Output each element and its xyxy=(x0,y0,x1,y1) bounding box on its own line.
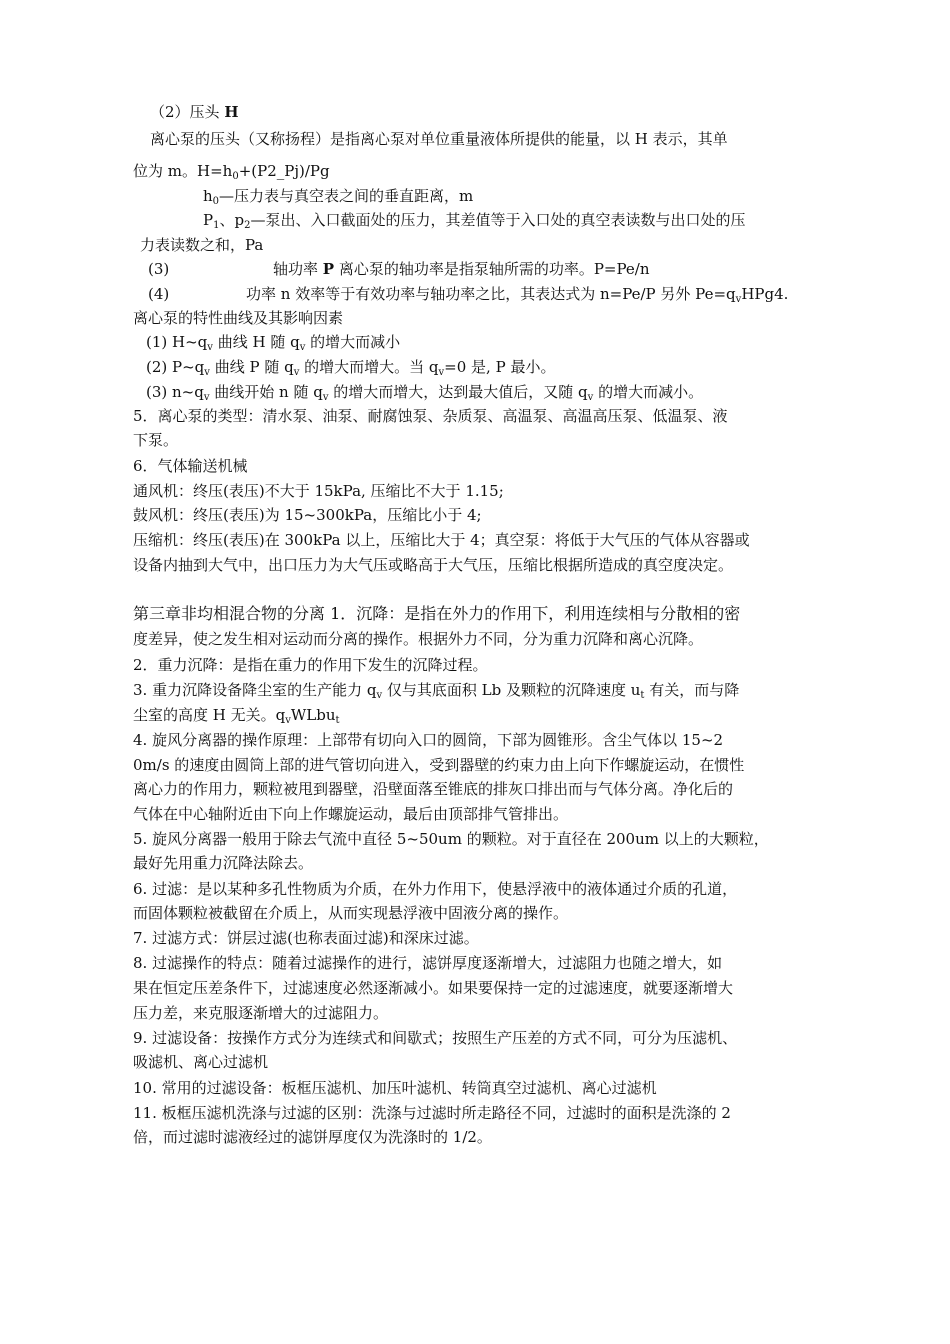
paragraph-line: 10. 常用的过滤设备：板框压滤机、加压叶滤机、转筒真空过滤机、离心过滤机 xyxy=(133,1079,657,1097)
paragraph-line: 8. 过滤操作的特点：随着过滤操作的进行，滤饼厚度逐渐增大，过滤阻力也随之增大，如 xyxy=(133,954,723,972)
paragraph-line: 倍，而过滤时滤液经过的滤饼厚度仅为洗涤时的 1/2。 xyxy=(133,1128,492,1146)
paragraph-line: 果在恒定压差条件下，过滤速度必然逐渐减小。如果要保持一定的过滤速度，就要逐渐增大 xyxy=(133,979,734,997)
paragraph-line: 下泵。 xyxy=(133,431,179,449)
shaft-power-line: 轴功率 P 离心泵的轴功率是指泵轴所需的功率。P=Pe/n xyxy=(273,260,650,278)
paragraph-line: 离心泵的特性曲线及其影响因素 xyxy=(133,309,344,327)
section-heading: 6．气体输送机械 xyxy=(133,457,248,475)
chapter-heading-line: 第三章非均相混合物的分离 1．沉降：是指在外力的作用下，利用连续相与分散相的密 xyxy=(133,604,741,623)
list-item: (3) $n\sim q_v$ 曲线开始 n 随 $q_v$ 的增大而增大，达到最大值后，又随 $q_v$ 的增大而减小。 xyxy=(146,383,704,403)
list-number: (3) xyxy=(148,260,170,278)
paragraph-line: 而固体颗粒被截留在介质上，从而实现悬浮液中固液分离的操作。 xyxy=(133,904,569,922)
definition-line: $P_1$、$p_2—$泵出、入口截面处的压力，其差值等于入口处的真空表读数与出口处的压 xyxy=(203,211,746,231)
paragraph-line: 7. 过滤方式：饼层过滤(也称表面过滤)和深床过滤。 xyxy=(133,929,479,947)
paragraph-line: 气体在中心轴附近由下向上作螺旋运动，最后由顶部排气管排出。 xyxy=(133,805,569,823)
paragraph-line: 3. 重力沉降设备降尘室的生产能力 $q_v$ 仅与其底面积 Lb 及颗粒的沉降速度 $u_t$ 有关，而与降 xyxy=(133,681,740,701)
definition-line: 力表读数之和，Pa xyxy=(140,236,264,254)
paragraph-line: 鼓风机：终压(表压)为 15~300kPa，压缩比小于 4; xyxy=(133,506,482,524)
efficiency-line: 功率 n 效率等于有效功率与轴功率之比，其表达式为 n=Pe/P 另外 $Pe=q_vHPg4$. xyxy=(246,285,789,305)
paragraph-line: 2．重力沉降：是指在重力的作用下发生的沉降过程。 xyxy=(133,656,488,674)
formula-line: 位为 m。$H=h_0+(P2\_Pj)/Pg$ xyxy=(133,162,330,182)
list-number: (4) xyxy=(148,285,170,303)
paragraph-line: 离心泵的压头（又称扬程）是指离心泵对单位重量液体所提供的能量，以 H 表示，其单 xyxy=(150,130,728,148)
paragraph-line: 9. 过滤设备：按操作方式分为连续式和间歇式；按照生产压差的方式不同，可分为压滤机、 xyxy=(133,1029,738,1047)
paragraph-line: 4. 旋风分离器的操作原理：上部带有切向入口的圆筒，下部为圆锥形。含尘气体以 15~2 xyxy=(133,731,724,749)
definition-line: $h_0—$压力表与真空表之间的垂直距离，m xyxy=(203,187,474,207)
paragraph-line: 6. 过滤：是以某种多孔性物质为介质，在外力作用下，使悬浮液中的液体通过介质的孔道， xyxy=(133,880,738,898)
paragraph-line: 度差异，使之发生相对运动而分离的操作。根据外力不同，分为重力沉降和离心沉降。 xyxy=(133,630,704,648)
section-heading-head: （2）压头 H xyxy=(150,103,239,121)
paragraph-line: 11. 板框压滤机洗涤与过滤的区别：洗涤与过滤时所走路径不同，过滤时的面积是洗涤的 2 xyxy=(133,1104,731,1122)
list-item: (2) $P\sim q_v$ 曲线 P 随 $q_v$ 的增大而增大。当 $q_v=0$ 是, P 最小。 xyxy=(146,358,556,378)
paragraph-line: 通风机：终压(表压)不大于 15kPa, 压缩比不大于 1.15; xyxy=(133,482,504,500)
paragraph-line: 0m/s 的速度由圆筒上部的进气管切向进入，受到器壁的约束力由上向下作螺旋运动，在惯性 xyxy=(133,756,745,774)
paragraph-line: 最好先用重力沉降法除去。 xyxy=(133,854,314,872)
paragraph-line: 吸滤机、离心过滤机 xyxy=(133,1053,269,1071)
paragraph-line: 设备内抽到大气中，出口压力为大气压或略高于大气压，压缩比根据所造成的真空度决定。 xyxy=(133,556,734,574)
list-item: (1) $H\sim q_v$ 曲线 H 随 $q_v$ 的增大而减小 xyxy=(146,333,401,353)
paragraph-line: 压力差，来克服逐渐增大的过滤阻力。 xyxy=(133,1004,389,1022)
paragraph-line: 5．离心泵的类型：清水泵、油泵、耐腐蚀泵、杂质泵、高温泵、高温高压泵、低温泵、液 xyxy=(133,407,728,425)
paragraph-line: 离心力的作用力，颗粒被甩到器壁，沿壁面落至锥底的排灰口排出而与气体分离。净化后的 xyxy=(133,780,734,798)
paragraph-line: 压缩机：终压(表压)在 300kPa 以上，压缩比大于 4；真空泵：将低于大气压的气体从容器或 xyxy=(133,531,750,549)
paragraph-line: 尘室的高度 H 无关。$q_vWLbu_t$ xyxy=(133,706,340,726)
paragraph-line: 5. 旋风分离器一般用于除去气流中直径 5~50um 的颗粒。对于直径在 200um 以上的大颗粒， xyxy=(133,830,769,848)
